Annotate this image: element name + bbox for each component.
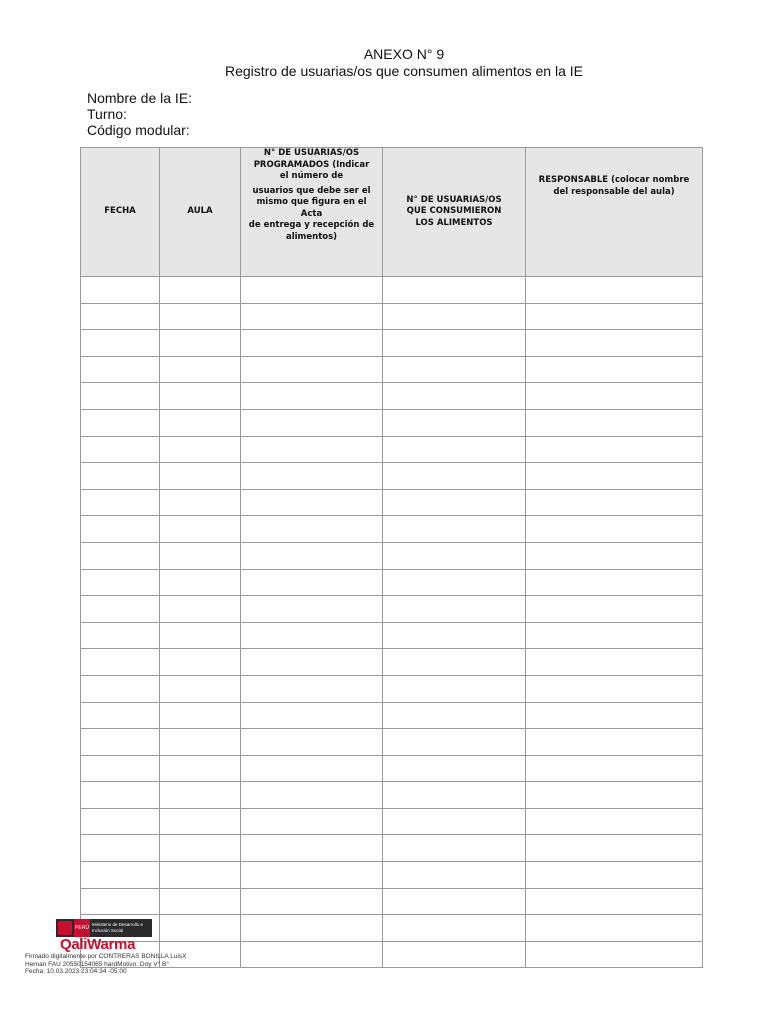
cell-consumieron	[383, 596, 526, 623]
cell-fecha	[81, 702, 160, 729]
cell-programados	[241, 356, 383, 383]
cell-responsable	[526, 622, 703, 649]
header-responsable	[526, 148, 703, 277]
cell-aula	[160, 702, 241, 729]
cell-fecha	[81, 330, 160, 357]
cell-programados	[241, 489, 383, 516]
cell-responsable	[526, 277, 703, 304]
table-row	[81, 383, 703, 410]
table-row	[81, 808, 703, 835]
cell-aula	[160, 569, 241, 596]
cell-programados	[241, 835, 383, 862]
cell-aula	[160, 649, 241, 676]
cell-aula	[160, 808, 241, 835]
cell-fecha	[81, 277, 160, 304]
cell-consumieron	[383, 356, 526, 383]
cell-responsable	[526, 862, 703, 889]
cell-programados	[241, 675, 383, 702]
header-programados-line: de entrega y recepción de	[248, 220, 375, 230]
cell-consumieron	[383, 542, 526, 569]
cell-aula	[160, 436, 241, 463]
cell-consumieron	[383, 516, 526, 543]
cell-consumieron	[383, 729, 526, 756]
cell-responsable	[526, 463, 703, 490]
header-programados	[241, 148, 383, 277]
field-codigo-modular: Código modular:	[87, 122, 190, 138]
cell-aula	[160, 489, 241, 516]
signature-line: Fecha: 10.03.2023 23:04:34 -05:00	[25, 968, 127, 975]
cell-programados	[241, 941, 383, 968]
table-row	[81, 596, 703, 623]
cell-aula	[160, 330, 241, 357]
cell-consumieron	[383, 782, 526, 809]
cell-responsable	[526, 330, 703, 357]
cell-responsable	[526, 542, 703, 569]
cell-responsable	[526, 649, 703, 676]
cell-consumieron	[383, 277, 526, 304]
cell-responsable	[526, 755, 703, 782]
cell-programados	[241, 702, 383, 729]
cell-programados	[241, 277, 383, 304]
cell-programados	[241, 596, 383, 623]
cell-aula	[160, 915, 241, 942]
table-row	[81, 835, 703, 862]
cell-aula	[160, 622, 241, 649]
cell-programados	[241, 303, 383, 330]
cell-fecha	[81, 516, 160, 543]
table-row	[81, 782, 703, 809]
cell-aula	[160, 516, 241, 543]
table-row	[81, 489, 703, 516]
cell-consumieron	[383, 383, 526, 410]
cell-responsable	[526, 409, 703, 436]
table-row	[81, 675, 703, 702]
cell-consumieron	[383, 702, 526, 729]
cell-fecha	[81, 569, 160, 596]
cell-responsable	[526, 569, 703, 596]
document-subtitle: Registro de usuarias/os que consumen alimentos en la IE	[225, 63, 583, 79]
cell-fecha	[81, 622, 160, 649]
table-row	[81, 702, 703, 729]
cell-fecha	[81, 409, 160, 436]
cell-consumieron	[383, 622, 526, 649]
header-programados-line: el número de	[279, 171, 344, 181]
cell-consumieron	[383, 755, 526, 782]
table-row	[81, 516, 703, 543]
cell-fecha	[81, 808, 160, 835]
cell-responsable	[526, 675, 703, 702]
cell-consumieron	[383, 409, 526, 436]
cell-responsable	[526, 489, 703, 516]
cell-responsable	[526, 516, 703, 543]
cell-aula	[160, 729, 241, 756]
peru-label: PERÚ	[74, 919, 90, 937]
document-header	[0, 46, 768, 80]
cell-programados	[241, 383, 383, 410]
table-row	[81, 888, 703, 915]
cell-consumieron	[383, 649, 526, 676]
header-programados-line: mismo que figura en el Acta	[256, 197, 367, 219]
cell-aula	[160, 409, 241, 436]
form-fields	[87, 90, 192, 138]
qaliwarma-logo	[56, 919, 152, 955]
cell-aula	[160, 383, 241, 410]
cell-programados	[241, 622, 383, 649]
cell-consumieron	[383, 463, 526, 490]
cell-aula	[160, 862, 241, 889]
cell-programados	[241, 729, 383, 756]
table-header-row	[81, 148, 703, 277]
ministry-label: Ministerio de Desarrollo e Inclusión Social	[92, 922, 144, 933]
cell-fecha	[81, 755, 160, 782]
table-row	[81, 542, 703, 569]
header-programados-line: N° DE USUARIAS/OS	[263, 148, 360, 158]
table-row	[81, 862, 703, 889]
cell-aula	[160, 755, 241, 782]
cell-consumieron	[383, 835, 526, 862]
cell-fecha	[81, 596, 160, 623]
table-row	[81, 409, 703, 436]
cell-programados	[241, 755, 383, 782]
table-row	[81, 915, 703, 942]
cell-fecha	[81, 729, 160, 756]
header-programados-line: PROGRAMADOS (Indicar	[253, 159, 370, 170]
header-programados-line: usuarios que debe ser el	[252, 185, 371, 196]
cell-responsable	[526, 596, 703, 623]
signature-line: Hernan FAU 20550154065 hardMotivo: Doy V° B°	[25, 960, 169, 968]
coat-of-arms-icon	[58, 921, 72, 935]
header-consumieron	[383, 148, 526, 277]
table-row	[81, 303, 703, 330]
cell-fecha	[81, 489, 160, 516]
cell-programados	[241, 649, 383, 676]
cell-responsable	[526, 835, 703, 862]
cell-fecha	[81, 675, 160, 702]
cell-aula	[160, 596, 241, 623]
header-responsable-text: RESPONSABLE (colocar nombre del responsable del aula)	[538, 175, 690, 197]
cell-programados	[241, 330, 383, 357]
cell-programados	[241, 542, 383, 569]
cell-programados	[241, 888, 383, 915]
cell-aula	[160, 463, 241, 490]
cell-programados	[241, 569, 383, 596]
table-row	[81, 330, 703, 357]
cell-programados	[241, 915, 383, 942]
brand-label: QaliWarma	[60, 936, 136, 953]
cell-fecha	[81, 356, 160, 383]
cell-programados	[241, 808, 383, 835]
cell-responsable	[526, 303, 703, 330]
cell-aula	[160, 835, 241, 862]
field-nombre-ie: Nombre de la IE:	[87, 90, 193, 106]
cell-fecha	[81, 888, 160, 915]
table-body	[81, 277, 703, 968]
cell-consumieron	[383, 489, 526, 516]
cell-fecha	[81, 862, 160, 889]
cell-aula	[160, 888, 241, 915]
digital-signature	[25, 953, 186, 976]
cell-consumieron	[383, 808, 526, 835]
document-title: ANEXO N° 9	[363, 46, 445, 62]
cell-fecha	[81, 383, 160, 410]
cell-programados	[241, 782, 383, 809]
cell-responsable	[526, 808, 703, 835]
cell-consumieron	[383, 303, 526, 330]
cell-fecha	[81, 303, 160, 330]
cell-responsable	[526, 915, 703, 942]
cell-programados	[241, 862, 383, 889]
cell-responsable	[526, 782, 703, 809]
ministry-banner	[56, 919, 152, 937]
cell-programados	[241, 463, 383, 490]
cell-aula	[160, 277, 241, 304]
cell-fecha	[81, 782, 160, 809]
cell-consumieron	[383, 436, 526, 463]
cell-fecha	[81, 436, 160, 463]
cell-fecha	[81, 835, 160, 862]
cell-aula	[160, 303, 241, 330]
table-row	[81, 569, 703, 596]
table-row	[81, 463, 703, 490]
table-row	[81, 729, 703, 756]
table-row	[81, 622, 703, 649]
cell-fecha	[81, 649, 160, 676]
header-consumieron-text: N° DE USUARIAS/OS QUE CONSUMIERON LOS ALIMENTOS	[406, 194, 502, 228]
cell-consumieron	[383, 862, 526, 889]
table-row	[81, 649, 703, 676]
cell-consumieron	[383, 941, 526, 968]
table-row	[81, 755, 703, 782]
cell-aula	[160, 782, 241, 809]
header-aula: AULA	[160, 148, 241, 277]
cell-aula	[160, 356, 241, 383]
cell-consumieron	[383, 330, 526, 357]
cell-consumieron	[383, 915, 526, 942]
table-row	[81, 356, 703, 383]
cell-programados	[241, 409, 383, 436]
cell-aula	[160, 542, 241, 569]
cell-responsable	[526, 383, 703, 410]
cell-fecha	[81, 542, 160, 569]
table-row	[81, 277, 703, 304]
cell-fecha	[81, 463, 160, 490]
cell-responsable	[526, 356, 703, 383]
registro-table	[80, 147, 703, 968]
signature-line: Firmado digitalmente por CONTRERAS BONILLA LuisX	[25, 953, 187, 960]
cell-responsable	[526, 888, 703, 915]
cell-programados	[241, 436, 383, 463]
table-row	[81, 436, 703, 463]
header-programados-line: alimentos)	[285, 231, 338, 242]
header-fecha: FECHA	[81, 148, 160, 277]
cell-consumieron	[383, 675, 526, 702]
cell-consumieron	[383, 569, 526, 596]
cell-responsable	[526, 702, 703, 729]
cell-responsable	[526, 941, 703, 968]
cell-programados	[241, 516, 383, 543]
cell-responsable	[526, 436, 703, 463]
cell-responsable	[526, 729, 703, 756]
cell-aula	[160, 675, 241, 702]
cell-consumieron	[383, 888, 526, 915]
field-turno: Turno:	[87, 106, 127, 122]
